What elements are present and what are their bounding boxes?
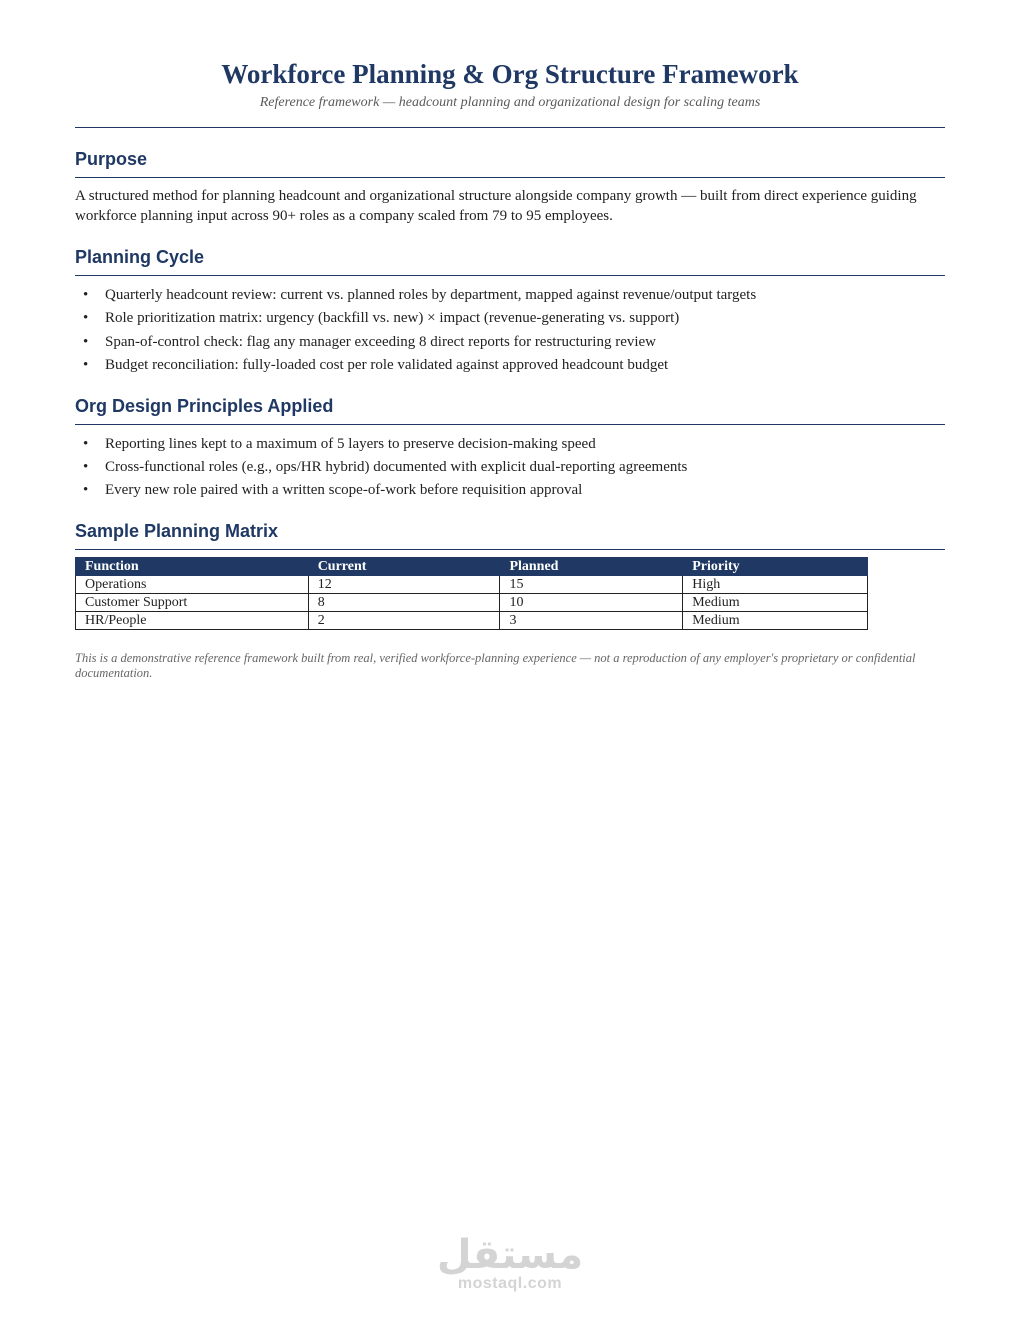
watermark-arabic-text: مستقل [436, 1232, 584, 1278]
org-design-section [75, 395, 945, 501]
list-item [75, 480, 945, 500]
planning-cycle-section [75, 246, 945, 375]
table-cell: 10 [500, 594, 683, 612]
table-row [76, 576, 868, 594]
purpose-text: A structured method for planning headcount and organizational structure alongside company growth — built from direct experience guiding workforce planning input across 90+ roles as a company scaled from 79 to 95 employees. [75, 188, 917, 224]
list-item-text: Budget reconciliation: fully-loaded cost per role validated against approved headcount budget [105, 356, 669, 373]
document-page [75, 58, 945, 681]
disclaimer-footnote: This is a demonstrative reference framework built from real, verified workforce-planning experience — not a reproduction of any employer's proprietary or confidential documentation. [75, 651, 916, 681]
table-cell: HR/People [76, 612, 309, 630]
bullet-icon: • [83, 482, 89, 499]
list-item-text: Role prioritization matrix: urgency (backfill vs. new) × impact (revenue-generating vs. support) [105, 310, 680, 327]
document-title: Workforce Planning & Org Structure Framework [221, 59, 799, 89]
table-cell: Customer Support [76, 594, 309, 612]
column-header-priority: Priority [683, 558, 868, 576]
document-subtitle: Reference framework — headcount planning and organizational design for scaling teams [259, 95, 761, 110]
list-item-text: Reporting lines kept to a maximum of 5 layers to preserve decision-making speed [105, 435, 596, 452]
title-divider [75, 127, 945, 128]
list-item [75, 457, 945, 477]
bullet-icon: • [83, 356, 89, 373]
column-header-function: Function [76, 558, 309, 576]
list-item [75, 285, 945, 305]
table-cell: Operations [76, 576, 309, 594]
planning-matrix-table [75, 557, 868, 630]
matrix-heading: Sample Planning Matrix [75, 520, 945, 550]
table-cell: 2 [308, 612, 500, 630]
matrix-section [75, 520, 945, 630]
table-cell: 12 [308, 576, 500, 594]
list-item-text: Cross-functional roles (e.g., ops/HR hybrid) documented with explicit dual-reporting agreements [105, 459, 688, 476]
list-item-text: Every new role paired with a written scope-of-work before requisition approval [105, 482, 583, 499]
table-row [76, 594, 868, 612]
table-cell: Medium [683, 612, 868, 630]
list-item [75, 434, 945, 454]
table-cell: Medium [683, 594, 868, 612]
mostaql-watermark-logo [0, 1234, 1020, 1292]
watermark-latin-text: mostaql.com [457, 1275, 563, 1292]
list-item-text: Quarterly headcount review: current vs. planned roles by department, mapped against revenue/output targets [105, 287, 757, 303]
table-header-row [76, 558, 868, 576]
bullet-icon: • [83, 333, 89, 350]
column-header-planned: Planned [500, 558, 683, 576]
bullet-icon: • [83, 287, 89, 303]
purpose-section [75, 148, 945, 226]
planning-cycle-list [75, 285, 945, 375]
table-cell: 3 [500, 612, 683, 630]
org-design-list [75, 434, 945, 501]
list-item [75, 308, 945, 328]
table-cell: 8 [308, 594, 500, 612]
purpose-heading: Purpose [75, 148, 945, 178]
column-header-current: Current [308, 558, 500, 576]
planning-cycle-heading: Planning Cycle [75, 246, 945, 276]
table-row [76, 612, 868, 630]
bullet-icon: • [83, 435, 89, 452]
list-item-text: Span-of-control check: flag any manager exceeding 8 direct reports for restructuring review [105, 333, 657, 350]
list-item [75, 355, 945, 375]
bullet-icon: • [83, 310, 89, 327]
org-design-heading: Org Design Principles Applied [75, 395, 945, 425]
table-cell: 15 [500, 576, 683, 594]
table-cell: High [683, 576, 868, 594]
list-item [75, 332, 945, 352]
bullet-icon: • [83, 459, 89, 476]
